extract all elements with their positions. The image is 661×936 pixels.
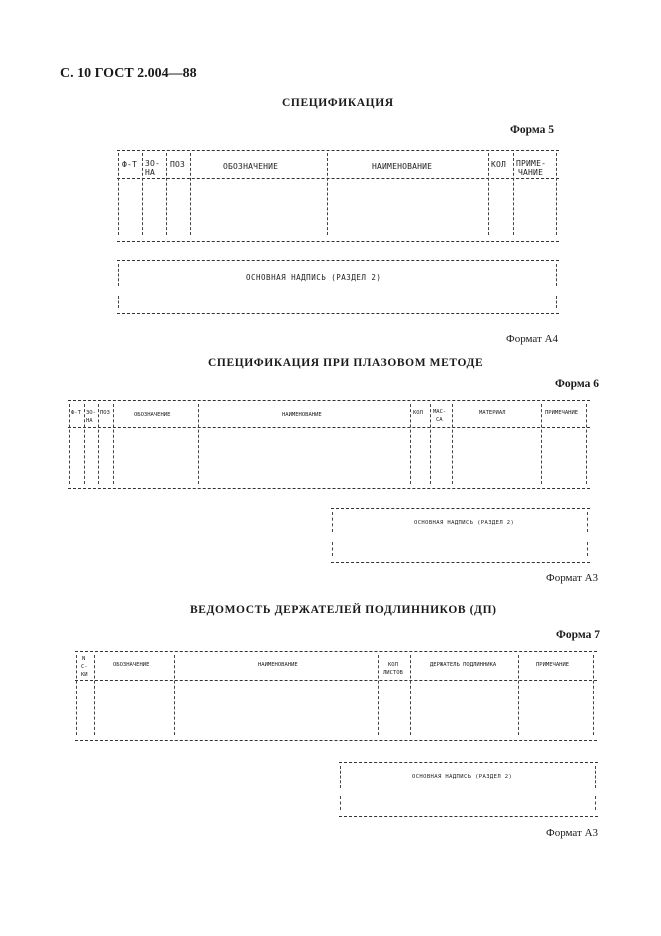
column-header-oboznachenie: ОБОЗНАЧЕНИЕ: [223, 162, 279, 171]
column-header-kol: КОЛ: [413, 410, 423, 416]
column-header-ft: Ф-Т: [122, 160, 138, 169]
column-header-naimenovanie: НАИМЕНОВАНИЕ: [282, 412, 322, 418]
column-header-kol: КОЛ: [491, 160, 507, 169]
column-header-zona: ЗО-: [145, 159, 161, 168]
column-header-ft: Ф-Т: [71, 410, 81, 416]
section-title: СПЕЦИФИКАЦИЯ ПРИ ПЛАЗОВОМ МЕТОДЕ: [208, 357, 484, 369]
column-header-number-3: КИ: [81, 672, 88, 678]
form-label: Форма 7: [556, 629, 600, 641]
title-block-label: ОСНОВНАЯ НАДПИСЬ (РАЗДЕЛ 2): [414, 520, 515, 526]
section-title: СПЕЦИФИКАЦИЯ: [282, 97, 394, 109]
column-header-massa: МАС-: [433, 409, 447, 415]
column-header-primechanie: ПРИМЕ-: [516, 159, 547, 168]
column-header-material: МАТЕРИАЛ: [479, 410, 506, 416]
column-header-kol-listov-2: ЛИСТОВ: [383, 670, 403, 676]
column-header-primechanie-2: ЧАНИЕ: [518, 168, 544, 177]
column-header-naimenovanie: НАИМЕНОВАНИЕ: [258, 662, 298, 668]
column-header-oboznachenie: ОБОЗНАЧЕНИЕ: [113, 662, 150, 668]
column-header-poz: ПОЗ: [170, 160, 186, 169]
column-header-naimenovanie: НАИМЕНОВАНИЕ: [372, 162, 433, 171]
format-label: Формат А4: [506, 333, 559, 345]
section-title: ВЕДОМОСТЬ ДЕРЖАТЕЛЕЙ ПОДЛИННИКОВ (ДП): [190, 604, 497, 616]
column-header-zona-2: НА: [145, 168, 156, 177]
column-header-zona-2: НА: [86, 418, 93, 424]
format-label: Формат А3: [546, 572, 599, 584]
page-header: С. 10 ГОСТ 2.004—88: [60, 66, 197, 81]
title-block-label: ОСНОВНАЯ НАДПИСЬ (РАЗДЕЛ 2): [246, 273, 382, 282]
column-header-derzhatel: ДЕРЖАТЕЛЬ ПОДЛИННИКА: [430, 662, 497, 668]
column-header-oboznachenie: ОБОЗНАЧЕНИЕ: [134, 412, 171, 418]
column-header-kol-listov: КОЛ: [388, 662, 398, 668]
column-header-zona: ЗО-: [86, 410, 96, 416]
column-header-poz: ПОЗ: [100, 410, 110, 416]
form-label: Форма 6: [555, 378, 599, 390]
form-label: Форма 5: [510, 124, 554, 136]
column-header-massa-2: СА: [436, 417, 443, 423]
title-block-label: ОСНОВНАЯ НАДПИСЬ (РАЗДЕЛ 2): [412, 774, 513, 780]
column-header-number: N: [82, 656, 86, 662]
column-header-primechanie: ПРИМЕЧАНИЕ: [545, 410, 579, 416]
column-header-number-2: С-: [81, 664, 88, 670]
column-header-primechanie: ПРИМЕЧАНИЕ: [536, 662, 570, 668]
format-label: Формат А3: [546, 827, 599, 839]
